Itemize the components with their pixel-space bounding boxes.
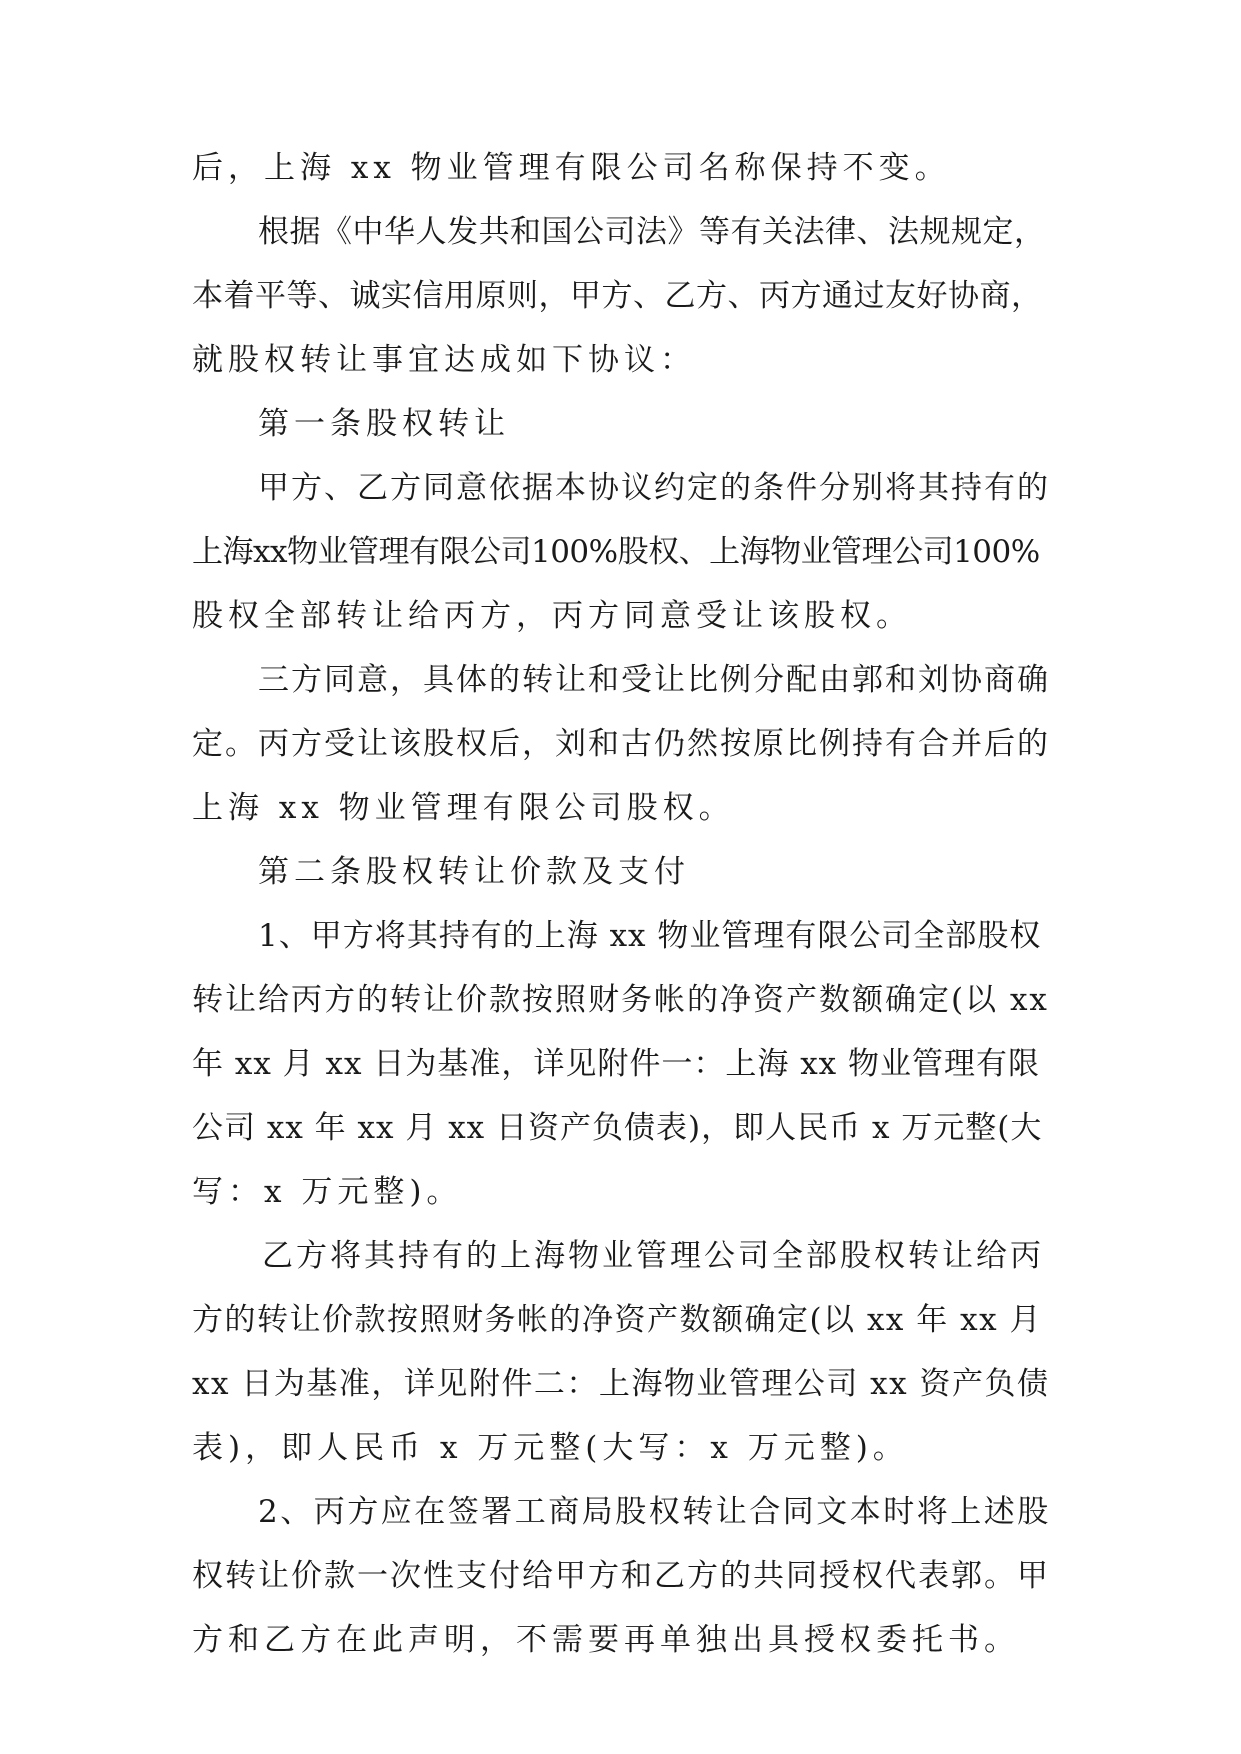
article-heading-1: 第一条股权转让 — [258, 406, 510, 442]
paragraph-line-14: 转让给丙方的转让价款按照财务帐的净资产数额确定(以 xx — [192, 982, 1049, 1018]
paragraph-line-4: 就股权转让事宜达成如下协议： — [192, 342, 696, 378]
paragraph-line-7: 上海xx物业管理有限公司100%股权、上海物业管理公司100% — [192, 534, 1040, 570]
paragraph-line-16: 公司 xx 年 xx 月 xx 日资产负债表)，即人民币 x 万元整(大 — [192, 1110, 1043, 1146]
paragraph-line-17: 写：x 万元整)。 — [192, 1174, 463, 1210]
paragraph-line-1: 后，上海 xx 物业管理有限公司名称保持不变。 — [192, 150, 951, 186]
paragraph-line-13: 1、甲方将其持有的上海 xx 物业管理有限公司全部股权 — [258, 918, 1042, 954]
paragraph-line-11: 上海 xx 物业管理有限公司股权。 — [192, 790, 735, 826]
paragraph-line-21: 表)，即人民币 x 万元整(大写：x 万元整)。 — [192, 1430, 909, 1466]
paragraph-line-15: 年 xx 月 xx 日为基准，详见附件一：上海 xx 物业管理有限 — [192, 1046, 1041, 1082]
paragraph-line-18: 乙方将其持有的上海物业管理公司全部股权转让给丙 — [262, 1238, 1044, 1274]
paragraph-line-24: 方和乙方在此声明，不需要再单独出具授权委托书。 — [192, 1622, 1020, 1658]
paragraph-line-8: 股权全部转让给丙方，丙方同意受让该股权。 — [192, 598, 912, 634]
paragraph-line-20: xx 日为基准，详见附件二：上海物业管理公司 xx 资产负债 — [192, 1366, 1050, 1402]
paragraph-line-19: 方的转让价款按照财务帐的净资产数额确定(以 xx 年 xx 月 — [192, 1302, 1042, 1338]
paragraph-line-23: 权转让价款一次性支付给甲方和乙方的共同授权代表郭。甲 — [192, 1558, 1050, 1594]
paragraph-line-3: 本着平等、诚实信用原则，甲方、乙方、丙方通过友好协商， — [192, 278, 1043, 314]
article-heading-2: 第二条股权转让价款及支付 — [258, 854, 690, 890]
paragraph-line-2: 根据《中华人发共和国公司法》等有关法律、法规规定， — [258, 214, 1046, 250]
paragraph-line-9: 三方同意，具体的转让和受让比例分配由郭和刘协商确 — [258, 662, 1050, 698]
paragraph-line-6: 甲方、乙方同意依据本协议约定的条件分别将其持有的 — [258, 470, 1050, 506]
paragraph-line-22: 2、丙方应在签署工商局股权转让合同文本时将上述股 — [258, 1494, 1051, 1530]
paragraph-line-10: 定。丙方受让该股权后，刘和古仍然按原比例持有合并后的 — [192, 726, 1050, 762]
